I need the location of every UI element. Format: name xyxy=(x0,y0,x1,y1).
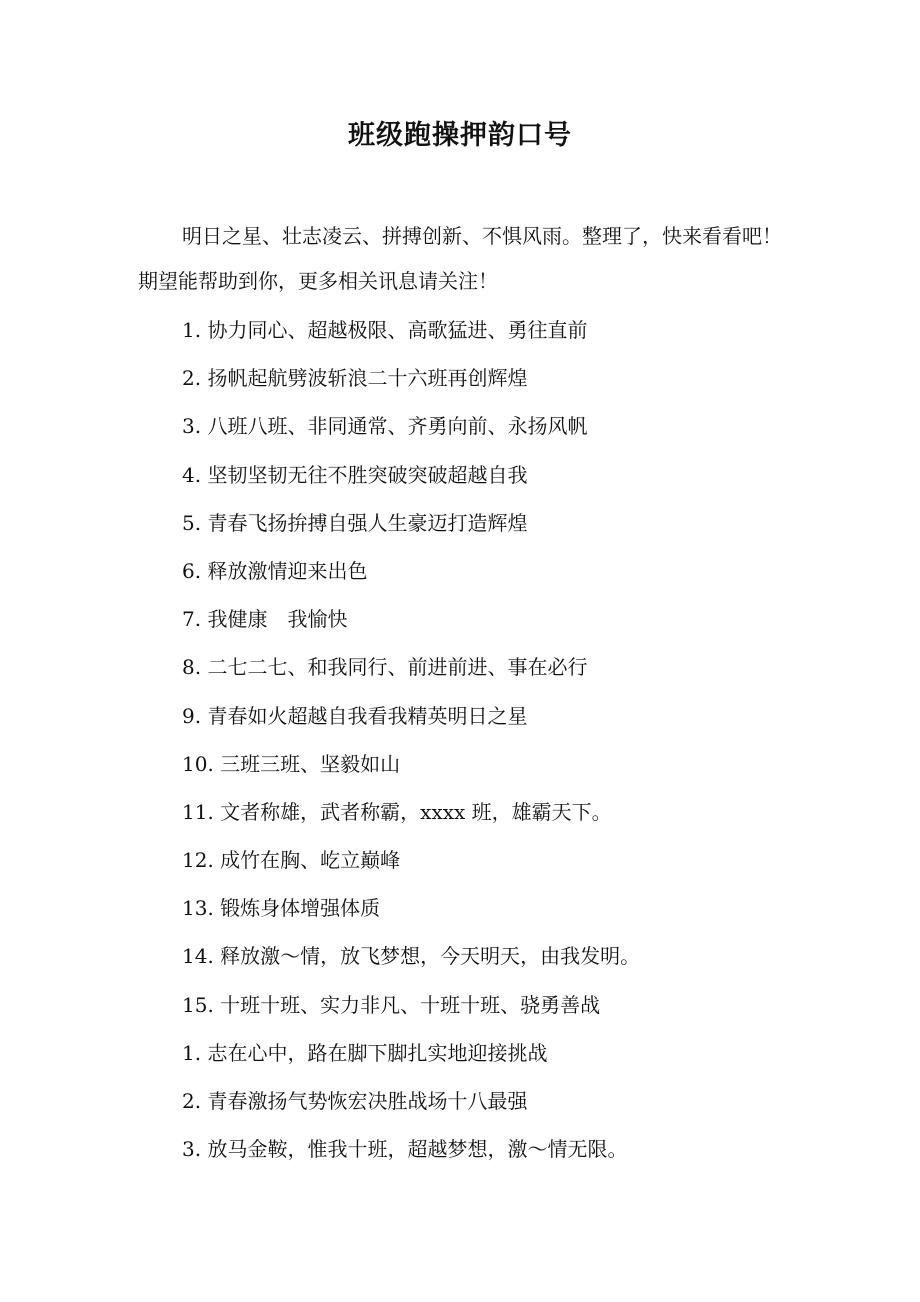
document-title: 班级跑操押韵口号 xyxy=(348,120,572,151)
intro-paragraph: 明日之星、壮志凌云、拼搏创新、不惧风雨。整理了，快来看看吧！期望能帮助到你，更多相关讯息请关注！ xyxy=(138,224,782,293)
slogan-item: 15. 十班十班、实力非凡、十班十班、骁勇善战 xyxy=(182,992,601,1017)
slogan-item: 11. 文者称雄，武者称霸，xxxx 班，雄霸天下。 xyxy=(182,799,612,824)
slogan-item: 12. 成竹在胸、屹立巅峰 xyxy=(182,848,401,873)
slogan-item: 10. 三班三班、坚毅如山 xyxy=(182,751,401,776)
slogan-item: 13. 锻炼身体增强体质 xyxy=(182,896,381,921)
slogan-item: 3. 放马金鞍，惟我十班，超越梦想，激〜情无限。 xyxy=(182,1137,628,1162)
slogan-item: 1. 志在心中，路在脚下脚扎实地迎接挑战 xyxy=(182,1040,548,1065)
slogan-item: 9. 青春如火超越自我看我精英明日之星 xyxy=(182,703,528,728)
slogan-item: 2. 青春激扬气势恢宏决胜战场十八最强 xyxy=(182,1089,528,1113)
slogan-item: 1. 协力同心、超越极限、高歌猛进、勇往直前 xyxy=(182,318,588,342)
slogan-item: 2. 扬帆起航劈波斩浪二十六班再创辉煌 xyxy=(182,366,528,391)
slogan-list xyxy=(182,308,822,1175)
slogan-item: 7. 我健康 我愉快 xyxy=(182,607,348,632)
slogan-item: 5. 青春飞扬拚搏自强人生豪迈打造辉煌 xyxy=(182,510,528,535)
slogan-item: 14. 释放激〜情，放飞梦想，今天明天，由我发明。 xyxy=(182,944,641,969)
slogan-item: 3. 八班八班、非同通常、齐勇向前、永扬风帆 xyxy=(182,414,588,439)
slogan-item: 4. 坚韧坚韧无往不胜突破突破超越自我 xyxy=(182,462,528,487)
slogan-item: 8. 二七二七、和我同行、前进前进、事在必行 xyxy=(182,655,588,680)
slogan-item: 6. 释放激情迎来出色 xyxy=(182,558,368,583)
